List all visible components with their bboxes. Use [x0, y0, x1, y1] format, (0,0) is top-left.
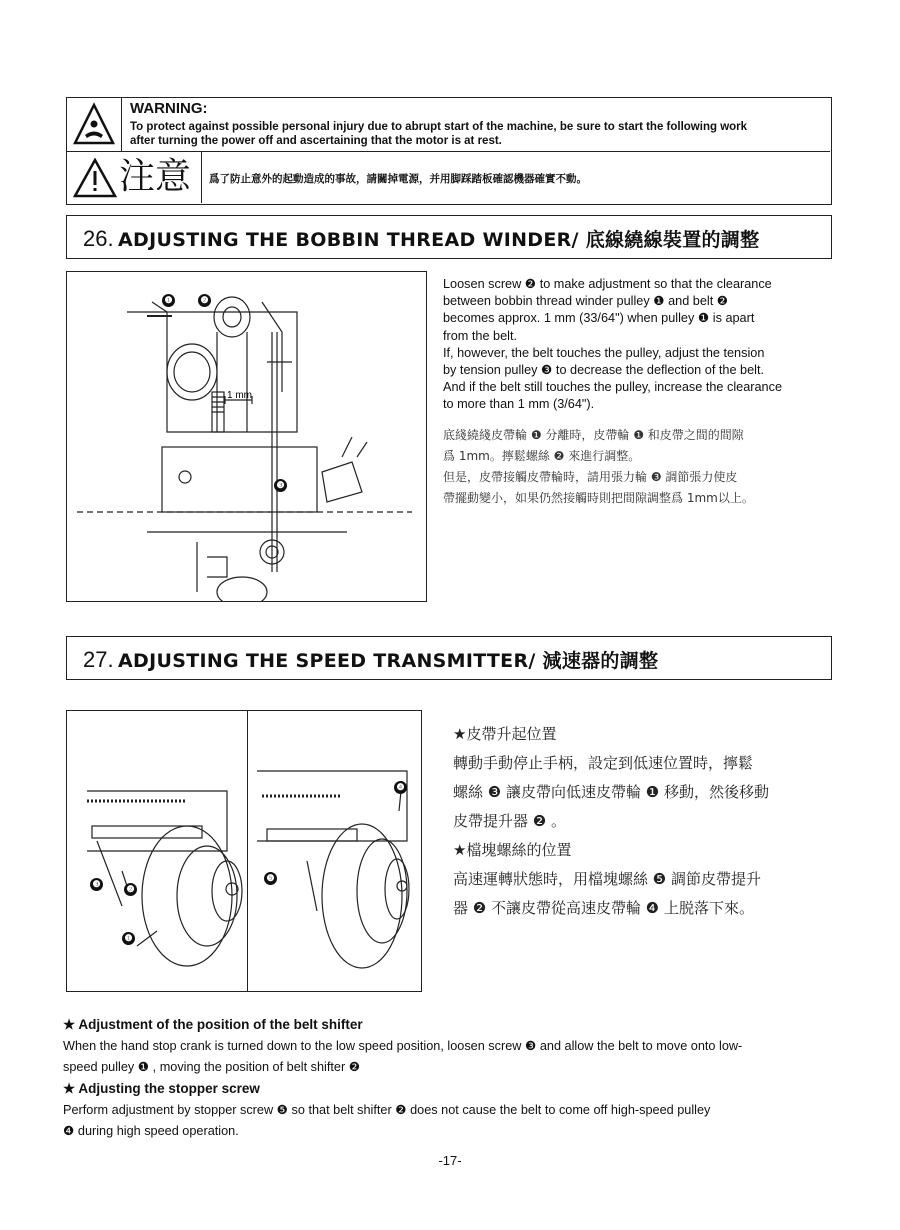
s26-zh-line: 底綫繞綫皮帶輪 ❶ 分離時，皮帶輪 ❶ 和皮帶之間的間隙 — [443, 428, 744, 442]
section26-header — [66, 215, 832, 259]
s26-en-line: between bobbin thread winder pulley ❶ and belt ❷ — [443, 294, 729, 309]
s26-zh-line: 爲 1mm。擰鬆螺絲 ❷ 來進行調整。 — [443, 449, 641, 463]
bobbin-winder-illustration — [67, 272, 426, 601]
section27-number: 27. — [83, 647, 114, 672]
warning-box — [66, 97, 832, 205]
caution-cell-divider — [201, 151, 202, 203]
s27-zh-line: 高速運轉狀態時，用檔塊螺絲 ❺ 調節皮帶提升 — [453, 870, 761, 888]
caution-triangle-icon — [73, 158, 117, 198]
s27-zh-line: 轉動手動停止手柄，設定到低速位置時，擰鬆 — [453, 754, 754, 772]
s26-en-line: by tension pulley ❸ to decrease the deflection of the belt. — [443, 363, 765, 378]
s27-zh-line: 器 ❷ 不讓皮帶從高速皮帶輪 ❹ 上脱落下來。 — [453, 899, 754, 917]
page-number: -17- — [438, 1153, 462, 1168]
s26-zh-line: 但是，皮帶接觸皮帶輪時，請用張力輪 ❸ 調節張力使皮 — [443, 470, 738, 484]
section27-figure — [66, 710, 422, 992]
s27-en-line: When the hand stop crank is turned down to the low speed position, loosen screw ❸ and allow the belt to move onto low- — [63, 1039, 743, 1053]
warning-text-line1: To protect against possible personal injury due to abrupt start of the machine, be sure to start the following work — [130, 121, 748, 133]
figure26-label-1: ❶ — [162, 294, 175, 307]
section26-heading — [83, 225, 759, 252]
figure27-label-2: ❷ — [124, 883, 137, 896]
figure27-label-4: ❹ — [394, 781, 407, 794]
figure-dimension-label: 1 mm — [227, 390, 252, 401]
s26-en-line: to more than 1 mm (3/64"). — [443, 397, 595, 412]
s27-en-heading1: ★ Adjustment of the position of the belt shifter — [63, 1017, 363, 1032]
section27-header — [66, 636, 832, 680]
warning-title: WARNING: — [130, 100, 208, 117]
figure27-label-3: ❸ — [90, 878, 103, 891]
section26-figure — [66, 271, 427, 602]
section27-heading — [83, 646, 658, 673]
speed-transmitter-illustration — [67, 711, 421, 991]
s26-en-line: Loosen screw ❷ to make adjustment so that the clearance — [443, 277, 772, 291]
figure26-label-2: ❷ — [198, 294, 211, 307]
s27-en-line: Perform adjustment by stopper screw ❺ so that belt shifter ❷ does not cause the belt to come off high-speed pulley — [63, 1103, 711, 1117]
caution-text: 爲了防止意外的起動造成的事故，請關掉電源，并用脚踩踏板確認機器確實不動。 — [209, 173, 587, 185]
s27-en-line: ❹ during high speed operation. — [63, 1124, 239, 1138]
warning-icon-cell-divider — [121, 98, 122, 151]
section26-number: 26. — [83, 226, 114, 251]
s27-en-heading2: ★ Adjusting the stopper screw — [63, 1081, 260, 1096]
s26-en-line: from the belt. — [443, 328, 518, 343]
section26-english-text — [443, 276, 835, 414]
s27-en-line: speed pulley ❶ , moving the position of belt shifter ❷ — [63, 1060, 361, 1074]
warning-text-line2: after turning the power off and ascertaining that the motor is at rest. — [130, 135, 502, 147]
section26-chinese-text — [443, 425, 843, 509]
s27-zh-heading: ★皮帶升起位置 — [453, 725, 557, 743]
caution-label: 注意 — [119, 156, 192, 197]
s26-zh-line: 帶擺動變小，如果仍然接觸時則把間隙調整爲 1mm以上。 — [443, 491, 754, 505]
s27-zh-heading: ★檔塊螺絲的位置 — [453, 841, 572, 859]
section27-chinese-text — [453, 722, 853, 921]
figure27-label-1: ❶ — [122, 932, 135, 945]
s27-zh-line: 皮帶提升器 ❷ 。 — [453, 812, 566, 830]
section27-english-text — [63, 1014, 853, 1142]
s27-zh-line: 螺絲 ❸ 讓皮帶向低速皮帶輪 ❶ 移動，然後移動 — [453, 783, 769, 801]
figure27-label-5: ❺ — [264, 872, 277, 885]
section27-title: ADJUSTING THE SPEED TRANSMITTER/ 減速器的調整 — [118, 650, 659, 672]
section26-title: ADJUSTING THE BOBBIN THREAD WINDER/ 底線繞線裝置的調整 — [118, 229, 760, 251]
s26-en-line: And if the belt still touches the pulley, increase the clearance — [443, 380, 782, 395]
s26-en-line: If, however, the belt touches the pulley, adjust the tension — [443, 345, 765, 360]
warning-triangle-icon — [73, 102, 115, 146]
s26-en-line: becomes approx. 1 mm (33/64") when pulley ❶ is apart — [443, 311, 755, 326]
figure26-label-3: ❸ — [274, 479, 287, 492]
warning-divider — [67, 151, 830, 152]
